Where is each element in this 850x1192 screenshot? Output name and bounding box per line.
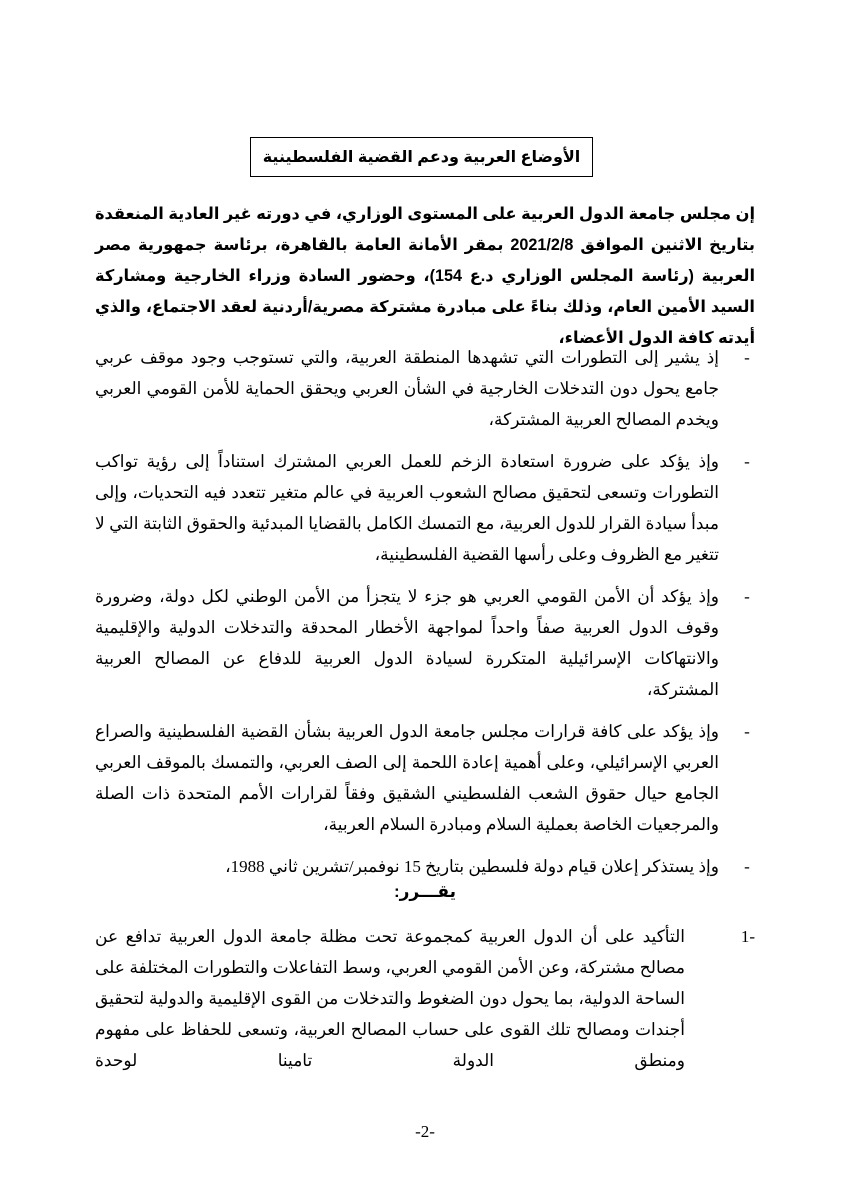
- consideration-item: [95, 342, 755, 435]
- bullet-marker: -: [744, 857, 750, 876]
- consideration-text: إذ يشير إلى التطورات التي تشهدها المنطقة العربية، والتي تستوجب وجود موقف عربي جامع يحول دون التدخلات الخارجية في الشأن العربي ويحقق الحماية للأمن القومي العربي ويخدم المصالح العربية المشتركة،: [95, 348, 719, 429]
- considerations-list: [95, 342, 755, 893]
- page-number: -2-: [415, 1122, 435, 1141]
- consideration-text: وإذ يستذكر إعلان قيام دولة فلسطين بتاريخ 15 نوفمبر/تشرين ثاني 1988،: [225, 857, 719, 876]
- consideration-text: وإذ يؤكد على كافة قرارات مجلس جامعة الدول العربية بشأن القضية الفلسطينية والصراع العربي الإسرائيلي، وعلى أهمية إعادة اللحمة إلى الصف العربي، والتمسك بالموقف العربي الجامع حيال حقوق الشعب الفلسطيني الشقيق وفقاً لقرارات الأمم المتحدة ذات الصلة والمرجعيات الخاصة بعملية السلام ومبادرة السلام العربية،: [95, 722, 719, 834]
- consideration-text: وإذ يؤكد أن الأمن القومي العربي هو جزء لا يتجزأ من الأمن الوطني لكل دولة، وضرورة وقوف الدول العربية صفاً واحداً لمواجهة الأخطار المحدقة والتدخلات الدولية والإقليمية والانتهاكات الإسرائيلية المتكررة لسيادة الدول العربية للدفاع عن المصالح العربية المشتركة،: [95, 587, 719, 699]
- decides-heading: يقـــرر:: [393, 882, 457, 901]
- document-title: الأوضاع العربية ودعم القضية الفلسطينية: [250, 137, 593, 177]
- document-page: [95, 0, 755, 1192]
- bullet-marker: -: [744, 587, 750, 606]
- preamble-paragraph: إن مجلس جامعة الدول العربية على المستوى الوزاري، في دورته غير العادية المنعقدة بتاريخ الاثنين الموافق 2021/2/8 بمقر الأمانة العامة بالقاهرة، برئاسة جمهورية مصر العربية (رئاسة المجلس الوزاري د.ع 154)، وحضور السادة وزراء الخارجية ومشاركة السيد الأمين العام، وذلك بناءً على مبادرة مشتركة مصرية/أردنية لعقد الاجتماع، والذي أيدته كافة الدول الأعضاء،: [95, 205, 755, 347]
- consideration-item: [95, 581, 755, 705]
- resolution-text: التأكيد على أن الدول العربية كمجموعة تحت مظلة جامعة الدول العربية تدافع عن مصالح مشتركة، وعن الأمن القومي العربي، وسط التفاعلات والتطورات المختلفة على الساحة الدولية، بما يحول دون الضغوط والتدخلات من القوى الإقليمية والدولية لتحقيق أجندات ومصالح تلك القوى على حساب المصالح العربية، وتسعى للحفاظ على مفهوم ومنطق الدولة تامينا لوحدة: [95, 927, 685, 1070]
- consideration-item: [95, 716, 755, 840]
- bullet-marker: -: [744, 722, 750, 741]
- consideration-text: وإذ يؤكد على ضرورة استعادة الزخم للعمل العربي المشترك استناداً إلى رؤية تواكب التطورات وتسعى لتحقيق مصالح الشعوب العربية في عالم متغير تتعدد فيه التحديات، وإلى مبدأ سيادة القرار للدول العربية، مع التمسك الكامل بالقضايا المبدئية والحقوق الثابتة التي لا تتغير مع الظروف وعلى رأسها القضية الفلسطينية،: [95, 452, 719, 564]
- bullet-marker: -: [744, 452, 750, 471]
- resolution-number: -1: [740, 927, 755, 946]
- bullet-marker: -: [744, 348, 750, 367]
- consideration-item: [95, 446, 755, 570]
- resolution-item: [95, 921, 755, 1076]
